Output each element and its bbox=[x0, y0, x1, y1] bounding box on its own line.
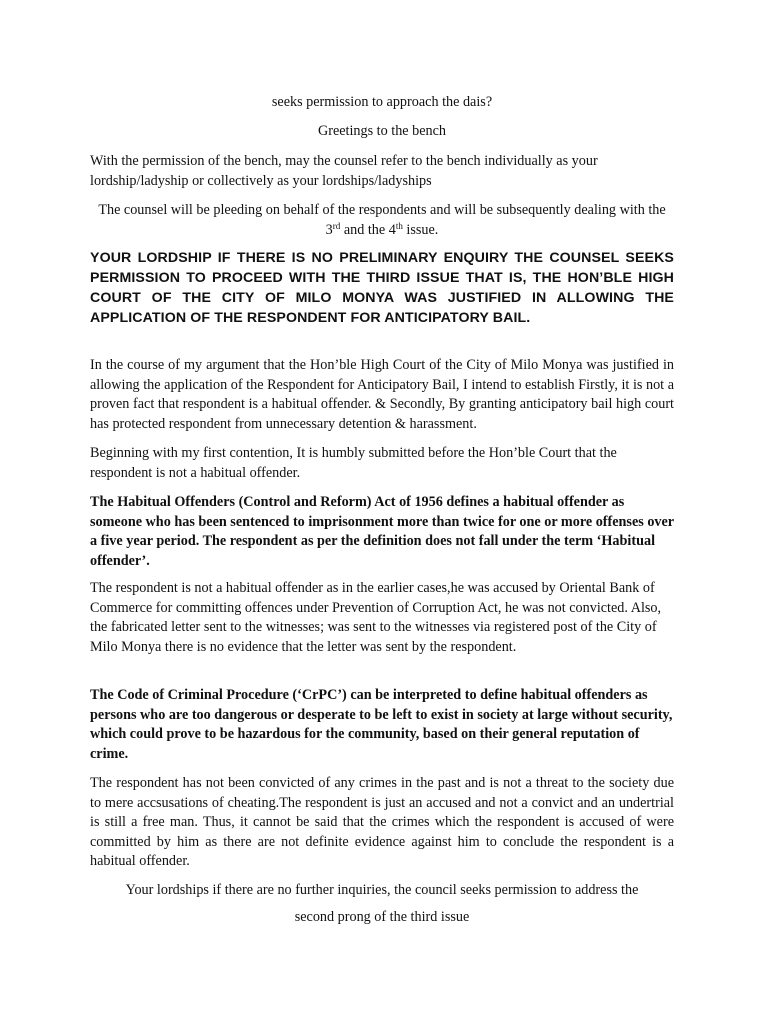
permission-paragraph: With the permission of the bench, may the counsel refer to the bench individually as your lordship/ladyship or collectively as your lordships/ladyships bbox=[90, 153, 598, 189]
closing-line-2: second prong of the third issue bbox=[294, 909, 470, 925]
counsel-text-b: and the 4 bbox=[340, 221, 396, 238]
not-convicted-paragraph: The respondent has not been convicted of any crimes in the past and is not a threat to the society due to mere accsusations of cheating.The respondent is just an accused and not a convict and an undertrial is still a free man. Thus, it cannot be said that the crimes which the respondent is accused of were committed by him as there are not definite evidence against him to conclude the respondent is a habitual offender. bbox=[90, 775, 674, 869]
habitual-offenders-act-paragraph: The Habitual Offenders (Control and Reform) Act of 1956 defines a habitual offender as someone who has been sentenced to imprisonment more than twice for one or more offenses over a five year period. The respondent as per the definition does not fall under the term ‘Habitual offender’. bbox=[90, 494, 674, 569]
crpc-paragraph: The Code of Criminal Procedure (‘CrPC’) can be interpreted to define habitual offenders as persons who are too dangerous or desperate to be left to exist in society at large without security, which could prove to be hazardous for the community, based on their general reputation of crime. bbox=[90, 687, 673, 762]
respondent-not-habitual-paragraph: The respondent is not a habitual offender as in the earlier cases,he was accused by Oriental Bank of Commerce for committing offences under Prevention of Corruption Act, he was not convicted. Also, the fabricated letter sent to the witnesses; was sent to the witnesses via registered post of the City of Milo Monya there is no evidence that the letter was sent by the respondent. bbox=[90, 580, 662, 655]
argument-paragraph: In the course of my argument that the Hon’ble High Court of the City of Milo Monya was justified in allowing the application of the Respondent for Anticipatory Bail, I intend to establish Firstly, it is not a proven fact that respondent is a habitual offender. & Secondly, By granting anticipatory bail high court has protected respondent from unnecessary detention & harassment. bbox=[90, 357, 674, 432]
counsel-text-c: issue. bbox=[402, 221, 439, 238]
superscript-th: th bbox=[395, 220, 403, 231]
counsel-paragraph bbox=[90, 201, 674, 240]
opening-line: seeks permission to approach the dais? bbox=[271, 94, 493, 110]
superscript-rd: rd bbox=[332, 220, 341, 231]
closing-line: Your lordships if there are no further inquiries, the council seeks permission to address the bbox=[125, 882, 639, 898]
counsel-text-a: The counsel will be pleeding on behalf of the respondents and will be subsequently dealing with the 3 bbox=[98, 202, 666, 238]
first-contention-paragraph: Beginning with my first contention, It is humbly submitted before the Hon’ble Court that the respondent is not a habitual offender. bbox=[90, 445, 617, 481]
issue-heading: YOUR LORDSHIP IF THERE IS NO PRELIMINARY ENQUIRY THE COUNSEL SEEKS PERMISSION TO PROCEED WITH THE THIRD ISSUE THAT IS, THE HON’BLE HIGH COURT OF THE CITY OF MILO MONYA WAS JUSTIFIED IN ALLOWING THE APPLICATION OF THE RESPONDENT FOR ANTICIPATORY BAIL. bbox=[90, 250, 674, 326]
greeting-line: Greetings to the bench bbox=[317, 123, 447, 139]
